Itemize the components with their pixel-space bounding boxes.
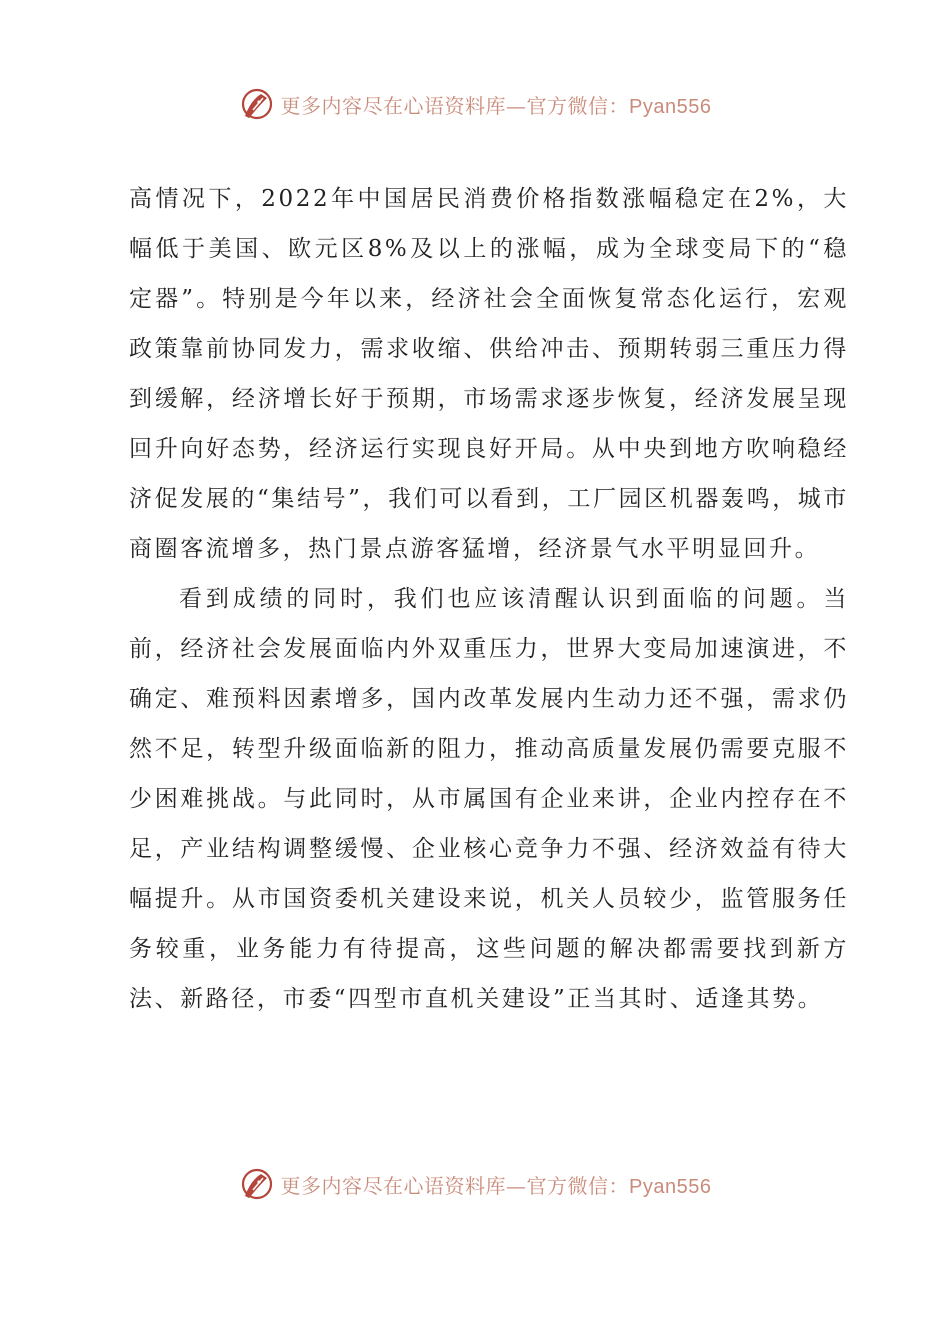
pen-nib-logo-icon [239,1166,275,1202]
footer-banner-cn: 更多内容尽在心语资料库—官方微信： [280,1173,630,1198]
header-banner-wechat-id: Pyan556 [629,95,712,118]
footer-banner-wechat-id: Pyan556 [629,1175,712,1198]
pen-nib-logo-icon [239,86,275,122]
footer-banner-text [281,1170,712,1199]
header-banner-text [281,90,712,119]
footer-banner [0,1164,950,1204]
header-banner-cn: 更多内容尽在心语资料库—官方微信： [280,93,630,118]
paragraph-1: 高情况下，2022年中国居民消费价格指数涨幅稳定在2%，大幅低于美国、欧元区8%及以上的涨幅，成为全球变局下的“稳定器”。特别是今年以来，经济社会全面恢复常态化运行，宏观政策靠前协同发力，需求收缩、供给冲击、预期转弱三重压力得到缓解，经济增长好于预期，市场需求逐步恢复，经济发展呈现回升向好态势，经济运行实现良好开局。从中央到地方吹响稳经济促发展的“集结号”，我们可以看到，工厂园区机器轰鸣，城市商圈客流增多，热门景点游客猛增，经济景气水平明显回升。 [129,186,849,562]
document-body [129,174,849,1024]
header-banner [0,84,950,124]
paragraph-2: 看到成绩的同时，我们也应该清醒认识到面临的问题。当前，经济社会发展面临内外双重压力，世界大变局加速演进，不确定、难预料因素增多，国内改革发展内生动力还不强，需求仍然不足，转型升级面临新的阻力，推动高质量发展仍需要克服不少困难挑战。与此同时，从市属国有企业来讲，企业内控存在不足，产业结构调整缓慢、企业核心竞争力不强、经济效益有待大幅提升。从市国资委机关建设来说，机关人员较少，监管服务任务较重，业务能力有待提高，这些问题的解决都需要找到新方法、新路径，市委“四型市直机关建设”正当其时、适逢其势。 [129,586,849,1012]
